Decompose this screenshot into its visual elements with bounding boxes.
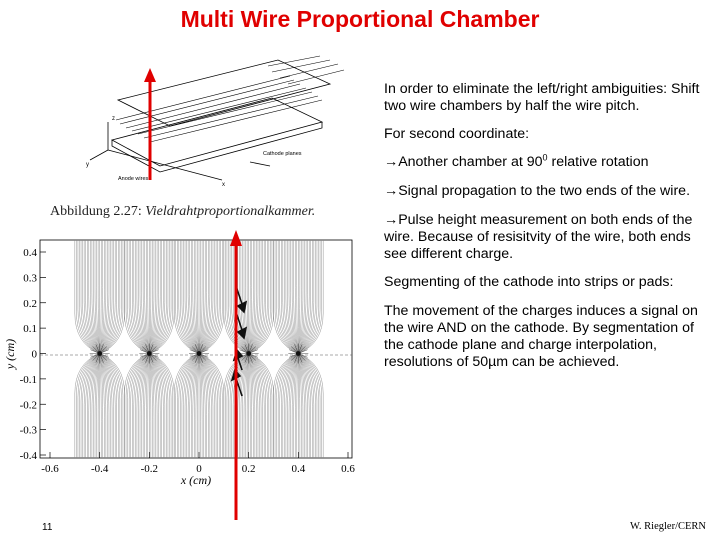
y-tick-label: 0.1 — [23, 323, 37, 336]
author-credit: W. Riegler/CERN — [629, 521, 706, 532]
text-column — [384, 81, 714, 382]
rotated-chamber-text: Another chamber at 90 — [398, 154, 543, 170]
paragraph-rotated-chamber — [384, 154, 714, 171]
x-tick-label: -0.6 — [41, 463, 59, 475]
x-tick-label: 0.2 — [241, 463, 256, 475]
axis-z-label: z — [112, 116, 115, 122]
slide-number: 11 — [42, 522, 53, 533]
axis-x-label: x — [222, 182, 225, 188]
chamber-sketch — [90, 56, 344, 180]
axis-y-label: y — [86, 162, 89, 168]
figure-caption — [50, 204, 315, 220]
slide-title: Multi Wire Proportional Chamber — [180, 6, 540, 32]
x-tick-label: -0.2 — [140, 463, 159, 475]
anode-wires-label: Anode wires — [118, 176, 149, 182]
anode-wire-dot — [197, 351, 202, 356]
arrow-icon: → — [384, 212, 399, 228]
x-tick-label: 0 — [196, 463, 202, 475]
y-tick-label: 0.3 — [23, 272, 37, 285]
degree-superscript: 0 — [542, 152, 548, 163]
signal-propagation-text: Signal propagation to the two ends of the wire. — [398, 183, 691, 199]
y-tick-label: -0.1 — [19, 373, 37, 386]
paragraph-signal-propagation — [384, 183, 714, 200]
paragraph-segmenting: Segmenting of the cathode into strips or pads: — [384, 274, 674, 290]
pulse-height-text: Pulse height measurement on both ends of the wire. Because of resisitvity of the wire, both ends see different charge. — [384, 212, 693, 262]
mwpc-figure — [0, 36, 370, 520]
rotated-chamber-text-end: relative rotation — [547, 154, 649, 170]
y-tick-label: -0.3 — [19, 424, 37, 437]
plot-xlabel: x (cm) — [180, 473, 212, 487]
y-tick-label: 0.2 — [23, 297, 37, 310]
x-tick-label: -0.4 — [90, 463, 109, 475]
paragraph-pulse-height — [384, 212, 714, 263]
plot-ylabel: y (cm) — [3, 338, 17, 370]
paragraph-interpolation: The movement of the charges induces a signal on the wire AND on the cathode. By segmentation of the cathode plane and charge interpolation, resolutions of 50µm can be achieved. — [384, 303, 698, 370]
x-tick-label: 0.4 — [291, 463, 306, 475]
anode-wire-dot — [246, 351, 251, 356]
y-tick-label: -0.2 — [19, 399, 37, 412]
arrow-icon: → — [384, 183, 399, 199]
anode-wire-dot — [97, 351, 102, 356]
field-plot — [3, 238, 355, 487]
paragraph-ambiguity: In order to eliminate the left/right ambiguities: Shift two wire chambers by half the wire pitch. — [384, 81, 700, 114]
cathode-planes-label: Cathode planes — [263, 151, 302, 157]
paragraph-second-coordinate: For second coordinate: — [384, 126, 530, 142]
x-tick-label: 0.6 — [341, 463, 355, 475]
y-tick-label: 0.4 — [23, 247, 37, 259]
caption-title: Vieldrahtproportionalkammer. — [145, 204, 316, 219]
y-tick-label: 0 — [31, 348, 37, 361]
arrow-icon: → — [384, 154, 399, 170]
anode-wire-dot — [296, 351, 301, 356]
anode-wire-dot — [147, 351, 152, 356]
y-tick-label: -0.4 — [19, 450, 37, 462]
caption-prefix: Abbildung 2.27: — [50, 204, 142, 219]
